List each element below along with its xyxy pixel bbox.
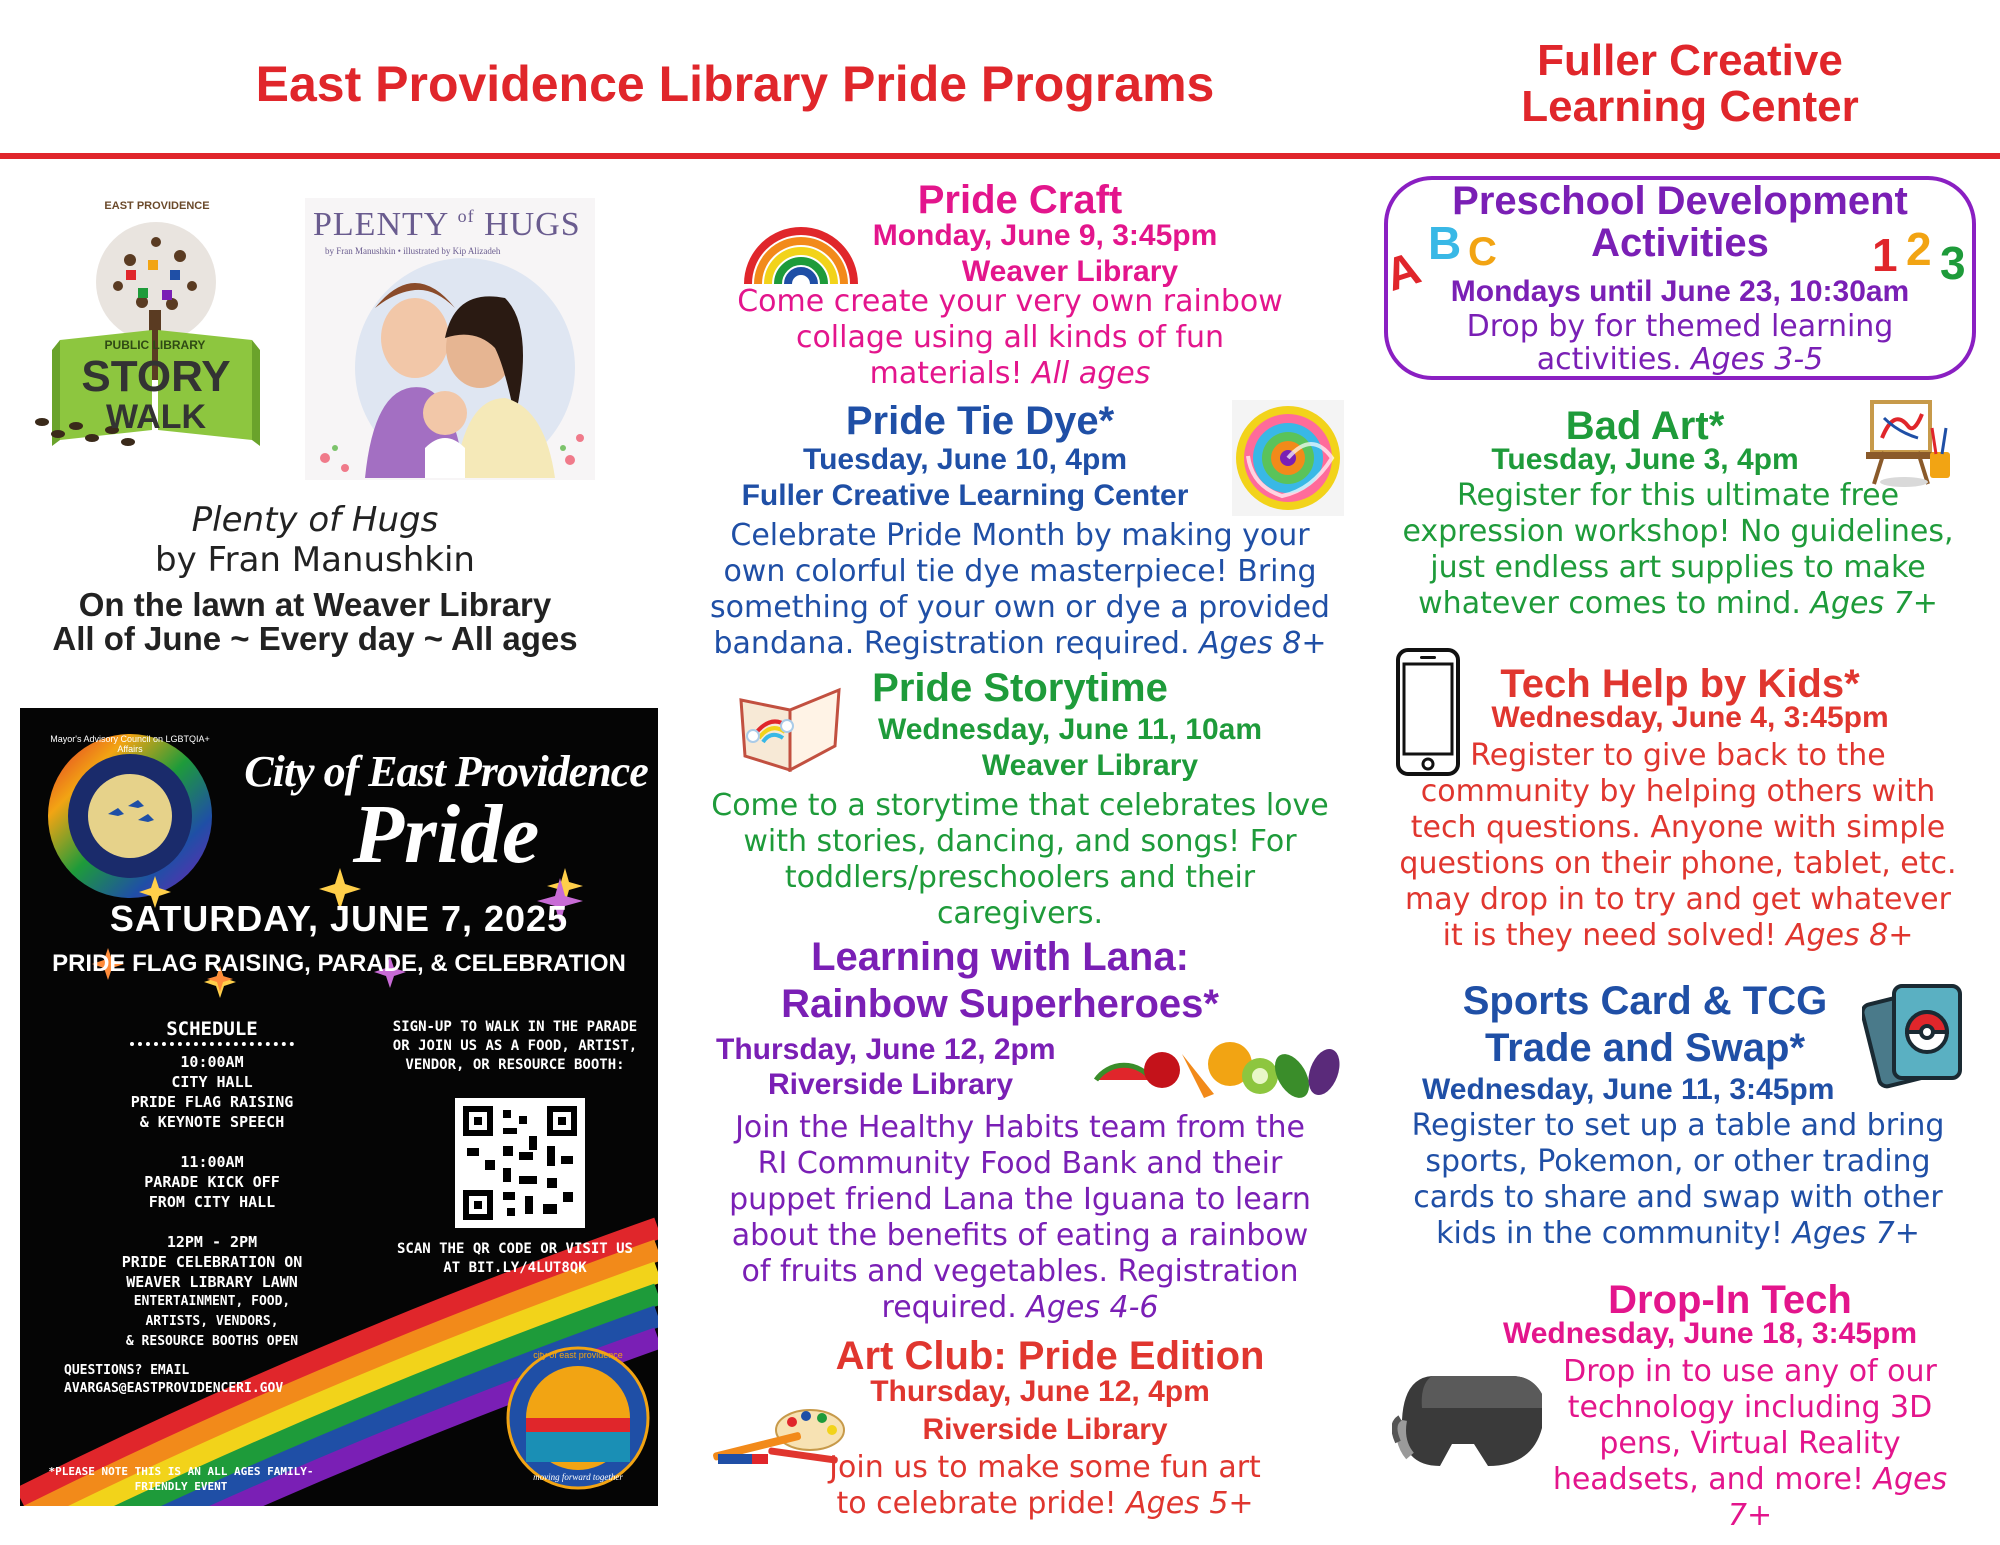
- city-seal-top-text: city of east providence: [533, 1350, 623, 1360]
- storytime-desc: [690, 788, 1350, 932]
- sports-title: [1400, 978, 1890, 1072]
- lana-date: Thursday, June 12, 2pm: [716, 1033, 1056, 1066]
- abc-letter-b: B: [1428, 217, 1462, 269]
- tech-kids-title: Tech Help by Kids*: [1500, 662, 1860, 706]
- lana-desc-4: about the benefits of eating a rainbow: [731, 1218, 1309, 1253]
- drop-in-ages: Ages 7+: [1727, 1462, 1948, 1533]
- lana-desc: [690, 1110, 1350, 1326]
- pride-craft-desc: [690, 284, 1330, 392]
- lana-title: [700, 934, 1300, 1028]
- poster-city: City of East Providence: [244, 747, 648, 796]
- number-one: 1: [1872, 229, 1898, 281]
- book-cover-title: [313, 206, 593, 244]
- story-walk-location: On the lawn at Weaver Library: [78, 586, 552, 623]
- art-club-desc: [810, 1450, 1280, 1522]
- drop-in-title: Drop-In Tech: [1608, 1278, 1852, 1322]
- story-walk-logo-top: EAST PROVIDENCE: [104, 200, 210, 212]
- drop-in-desc-3: pens, Virtual Reality: [1599, 1426, 1901, 1461]
- preschool-desc-2: activities.: [1536, 342, 1682, 377]
- schedule-line: ENTERTAINMENT, FOOD,: [133, 1294, 291, 1309]
- storytime-desc-4: caregivers.: [936, 896, 1104, 931]
- lana-desc-6: required.: [881, 1290, 1017, 1325]
- number-two: 2: [1906, 223, 1932, 275]
- sports-date: Wednesday, June 11, 3:45pm: [1422, 1073, 1835, 1106]
- art-club-date: Thursday, June 12, 4pm: [870, 1375, 1210, 1408]
- tie-dye-image: [1232, 400, 1344, 516]
- schedule-line: PRIDE CELEBRATION ON: [121, 1253, 303, 1271]
- bad-art-desc-1: Register for this ultimate free: [1456, 478, 1900, 513]
- book-cover-title-hugs: HUGS: [484, 206, 581, 243]
- tech-kids-desc-5: may drop in to try and get whatever: [1405, 882, 1951, 917]
- sports-title-line1: Sports Card & TCG: [1462, 979, 1828, 1023]
- lana-ages: Ages 4-6: [1026, 1290, 1159, 1325]
- pride-poster: [20, 708, 658, 1506]
- tie-dye-desc-4: bandana. Registration required.: [713, 626, 1190, 661]
- sports-desc-4: kids in the community!: [1436, 1216, 1783, 1251]
- story-walk-logo: [30, 190, 280, 450]
- sports-desc-3: cards to share and swap with other: [1413, 1180, 1943, 1215]
- book-cover-credit: by Fran Manushkin • illustrated by Kip Alizadeh: [325, 246, 501, 256]
- fuller-heading-line1: Fuller Creative: [1537, 36, 1843, 85]
- lana-desc-3: puppet friend Lana the Iguana to learn: [729, 1182, 1311, 1217]
- tech-kids-desc-1: Register to give back to the: [1470, 738, 1886, 773]
- tech-kids-ages: Ages 8+: [1785, 918, 1914, 953]
- tech-kids-desc-2: community by helping others with: [1420, 774, 1936, 809]
- book-cover-title-of: of: [457, 206, 475, 226]
- fuller-heading: [1440, 38, 1940, 130]
- poster-subtitle: PRIDE FLAG RAISING, PARADE, & CELEBRATION: [52, 950, 626, 977]
- tie-dye-desc: [690, 518, 1350, 662]
- city-seal-bottom-text: moving forward together: [533, 1472, 623, 1482]
- pride-craft-location: Weaver Library: [961, 255, 1179, 288]
- pride-craft-desc-2: collage using all kinds of fun: [795, 320, 1225, 355]
- lana-title-line2: Rainbow Superheroes*: [781, 982, 1219, 1026]
- pride-craft-title: Pride Craft: [917, 178, 1123, 222]
- tie-dye-spiral-icon: [1232, 400, 1344, 516]
- number-three: 3: [1940, 237, 1966, 289]
- pride-craft-desc-3: materials!: [869, 356, 1023, 391]
- schedule-line: PRIDE FLAG RAISING: [130, 1093, 294, 1111]
- schedule-line: PARADE KICK OFF: [144, 1173, 280, 1191]
- poster-signup: SIGN-UP TO WALK IN THE PARADE OR JOIN US AS A FOOD, ARTIST, VENDOR, OR RESOURCE BOOTH:: [392, 1019, 638, 1073]
- story-walk-schedule: All of June ~ Every day ~ All ages: [52, 620, 578, 657]
- qr-code-graphic: [463, 1106, 577, 1220]
- tie-dye-location: Fuller Creative Learning Center: [741, 479, 1189, 512]
- sports-desc-1: Register to set up a table and bring: [1411, 1108, 1945, 1143]
- fuller-heading-line2: Learning Center: [1521, 82, 1859, 131]
- art-club-ages: Ages 5+: [1126, 1486, 1254, 1521]
- sports-desc: [1378, 1108, 1978, 1252]
- preschool-date: Mondays until June 23, 10:30am: [1450, 275, 1910, 308]
- lana-location: Riverside Library: [768, 1068, 1014, 1101]
- story-walk-logo-walk: WALK: [105, 398, 207, 436]
- preschool-title-line1: Preschool Development: [1452, 179, 1908, 223]
- book-cover-title-plenty: PLENTY: [313, 206, 449, 243]
- tech-kids-desc-3: tech questions. Anyone with simple: [1410, 810, 1946, 845]
- storytime-title: Pride Storytime: [872, 666, 1168, 710]
- schedule-line: FROM CITY HALL: [148, 1193, 276, 1211]
- storytime-desc-1: Come to a storytime that celebrates love: [711, 788, 1329, 823]
- poster-schedule-dots: [130, 1042, 294, 1046]
- story-walk-logo-story: STORY: [81, 352, 231, 401]
- poster-questions: QUESTIONS? EMAIL AVARGAS@EASTPROVIDENCERI.GOV: [64, 1363, 284, 1396]
- schedule-line: & RESOURCE BOOTHS OPEN: [125, 1334, 299, 1349]
- tech-kids-desc-6: it is they need solved!: [1442, 918, 1777, 953]
- schedule-line: CITY HALL: [171, 1073, 253, 1091]
- book-cover: [305, 198, 595, 480]
- poster-scan: SCAN THE QR CODE OR VISIT US AT BIT.LY/4LUT8QK: [396, 1241, 633, 1276]
- drop-in-desc-4: headsets, and more!: [1552, 1462, 1864, 1497]
- bad-art-desc-4: whatever comes to mind.: [1418, 586, 1801, 621]
- schedule-line: ARTISTS, VENDORS,: [145, 1314, 279, 1329]
- poster-schedule-label: SCHEDULE: [166, 1018, 258, 1040]
- preschool-ages: Ages 3-5: [1691, 342, 1824, 377]
- book-title: Plenty of Hugs: [191, 500, 439, 540]
- art-club-location: Riverside Library: [922, 1413, 1168, 1446]
- bad-art-title: Bad Art*: [1565, 404, 1725, 448]
- abc-letter-a: A: [1378, 241, 1427, 301]
- sports-desc-2: sports, Pokemon, or other trading: [1425, 1144, 1931, 1179]
- drop-in-date: Wednesday, June 18, 3:45pm: [1502, 1317, 1918, 1350]
- tie-dye-desc-1: Celebrate Pride Month by making your: [730, 518, 1310, 553]
- schedule-line: & KEYNOTE SPEECH: [139, 1113, 285, 1131]
- pride-craft-date: Monday, June 9, 3:45pm: [872, 219, 1218, 252]
- bad-art-ages: Ages 7+: [1810, 586, 1938, 621]
- poster-seal-text: Mayor's Advisory Council on LGBTQIA+ Affairs: [50, 734, 210, 754]
- preschool-title-line2: Activities: [1591, 221, 1769, 265]
- bad-art-desc: [1378, 478, 1978, 622]
- sports-title-line2: Trade and Swap*: [1484, 1026, 1806, 1070]
- book-author: by Fran Manushkin: [155, 540, 475, 580]
- tie-dye-title: Pride Tie Dye*: [845, 399, 1115, 443]
- poster-note: *PLEASE NOTE THIS IS AN ALL AGES FAMILY-FRIENDLY EVENT: [48, 1465, 314, 1493]
- sports-ages: Ages 7+: [1792, 1216, 1920, 1251]
- art-club-desc-2: to celebrate pride!: [836, 1486, 1117, 1521]
- storytime-location: Weaver Library: [981, 749, 1199, 782]
- bad-art-desc-2: expression workshop! No guidelines,: [1402, 514, 1954, 549]
- story-walk-info: [20, 500, 610, 656]
- qr-code[interactable]: [463, 1106, 577, 1220]
- tech-kids-date: Wednesday, June 4, 3:45pm: [1491, 701, 1889, 734]
- poster-schedule: [82, 1052, 342, 1352]
- drop-in-desc-1: Drop in to use any of our: [1563, 1354, 1937, 1389]
- storytime-desc-2: with stories, dancing, and songs! For: [743, 824, 1297, 859]
- storytime-date: Wednesday, June 11, 10am: [877, 713, 1263, 746]
- art-club-title: Art Club: Pride Edition: [835, 1334, 1265, 1378]
- schedule-line: 10:00AM: [180, 1053, 244, 1071]
- poster-date: SATURDAY, JUNE 7, 2025: [109, 898, 569, 939]
- tie-dye-desc-3: something of your own or dye a provided: [710, 590, 1330, 625]
- poster-pride: Pride: [352, 788, 540, 881]
- page-title: East Providence Library Pride Programs: [255, 56, 1215, 112]
- schedule-line: 11:00AM: [180, 1153, 244, 1171]
- fruits-vegetables-icon: [1092, 1024, 1342, 1104]
- lana-title-line1: Learning with Lana:: [811, 935, 1189, 979]
- preschool-desc: [1384, 310, 1976, 376]
- abc-letter-c: C: [1468, 230, 1497, 274]
- tie-dye-ages: Ages 8+: [1199, 626, 1327, 661]
- tech-kids-desc: [1378, 738, 1978, 954]
- art-club-desc-1: Join us to make some fun art: [829, 1450, 1261, 1485]
- lana-desc-2: RI Community Food Bank and their: [757, 1146, 1283, 1181]
- story-walk-logo-library: PUBLIC LIBRARY: [104, 338, 206, 352]
- schedule-line: 12PM - 2PM: [166, 1233, 258, 1251]
- tie-dye-desc-2: own colorful tie dye masterpiece! Bring: [723, 554, 1317, 589]
- bad-art-desc-3: just endless art supplies to make: [1430, 550, 1926, 585]
- lana-desc-5: of fruits and vegetables. Registration: [741, 1254, 1299, 1289]
- drop-in-desc-2: technology including 3D: [1567, 1390, 1933, 1425]
- drop-in-desc: [1530, 1354, 1970, 1534]
- tech-kids-desc-4: questions on their phone, tablet, etc.: [1399, 846, 1957, 881]
- lana-desc-1: Join the Healthy Habits team from the: [735, 1110, 1305, 1145]
- preschool-desc-1: Drop by for themed learning: [1466, 309, 1894, 344]
- bad-art-date: Tuesday, June 3, 4pm: [1491, 443, 1799, 476]
- easel-icon: [1864, 398, 1956, 488]
- pride-craft-desc-1: Come create your very own rainbow: [737, 284, 1283, 319]
- storytime-desc-3: toddlers/preschoolers and their: [784, 860, 1256, 895]
- header-divider: [0, 153, 2000, 159]
- schedule-line: WEAVER LIBRARY LAWN: [126, 1273, 298, 1291]
- easel-icon-graphic: [1864, 398, 1956, 488]
- tie-dye-date: Tuesday, June 10, 4pm: [802, 443, 1127, 476]
- pride-craft-ages: All ages: [1032, 356, 1151, 391]
- fruits-vegetables-image: [1092, 1024, 1342, 1104]
